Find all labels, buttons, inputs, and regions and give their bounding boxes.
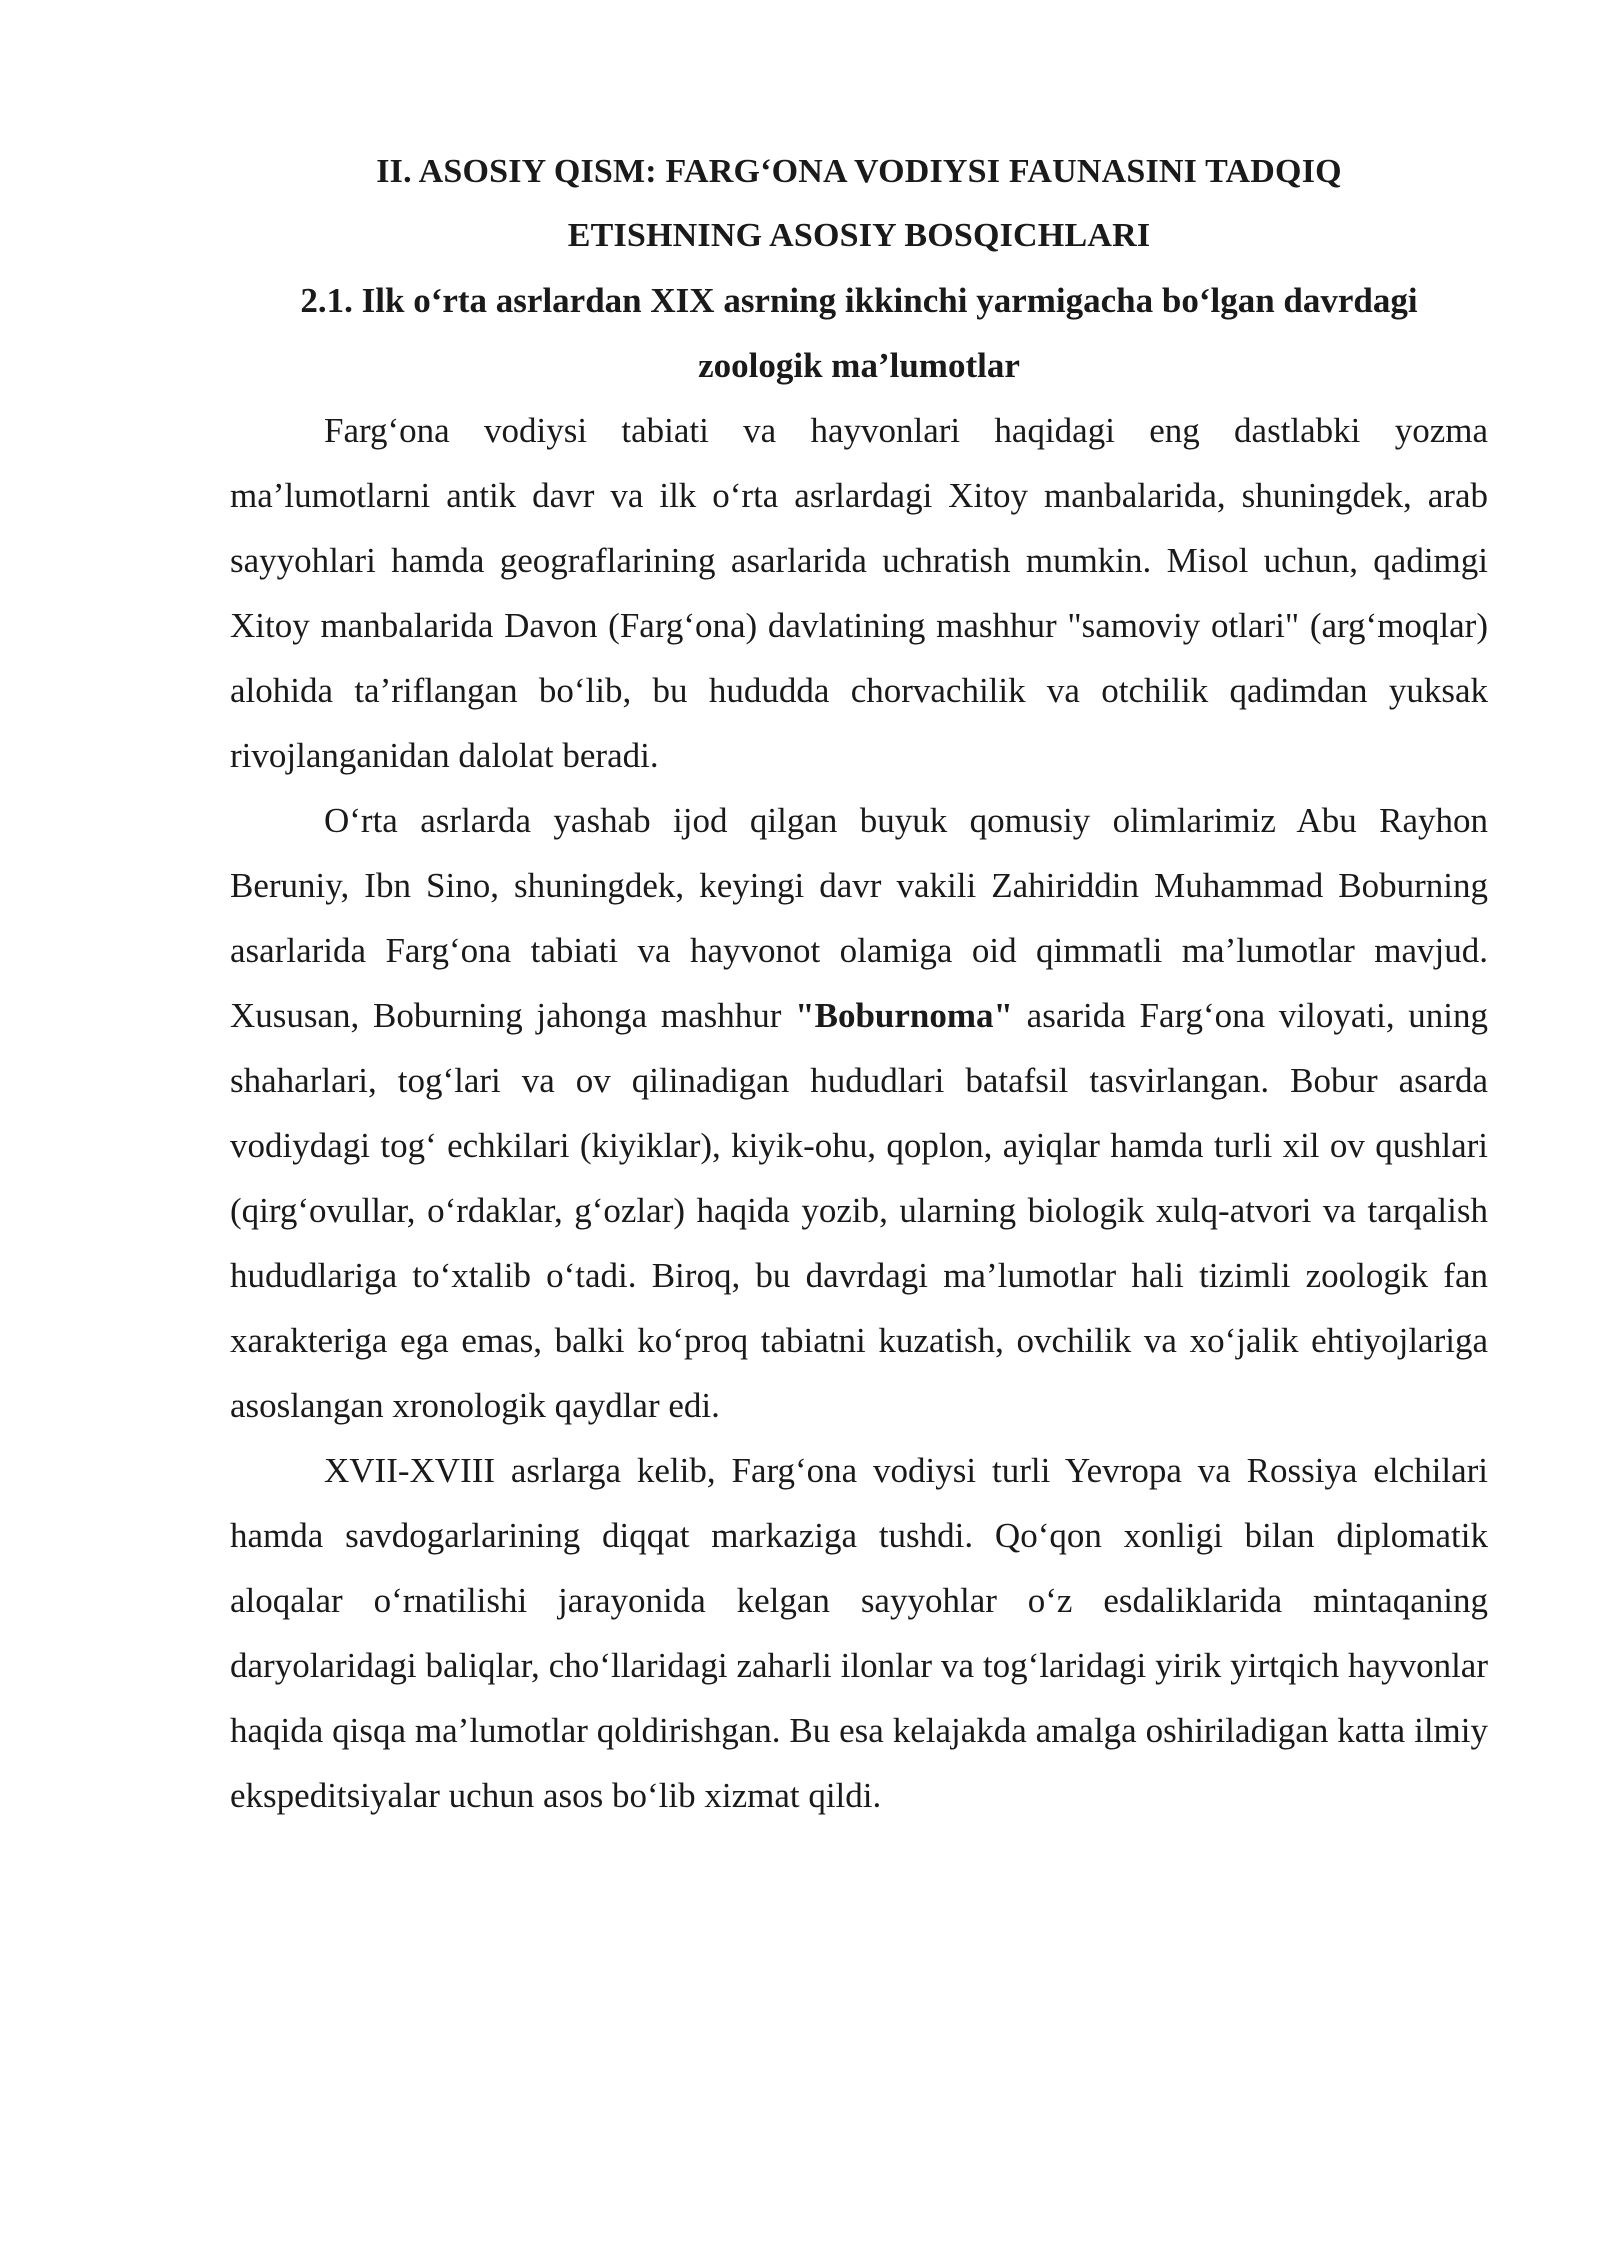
- section-heading-line-2: ETISHNING ASOSIY BOSQICHLARI: [567, 217, 1151, 254]
- section-heading: [230, 140, 1488, 268]
- boburnoma-title: "Boburnoma": [795, 996, 1013, 1035]
- document-page: [230, 140, 1488, 1828]
- paragraph-1: Farg‘ona vodiysi tabiati va hayvonlari haqidagi eng dastlabki yozma ma’lumotlarni antik davr va ilk o‘rta asrlardagi Xitoy manbalarida, shuningdek, arab sayyohlari hamda geograflarining asarlarida uchratish mumkin. Misol uchun, qadimgi Xitoy manbalarida Davon (Farg‘ona) davlatining mashhur "samoviy otlari" (arg‘moqlar) alohida ta’riflangan bo‘lib, bu hududda chorvachilik va otchilik qadimdan yuksak rivojlanganidan dalolat beradi.: [230, 411, 1488, 775]
- paragraph-3: XVII-XVIII asrlarga kelib, Farg‘ona vodiysi turli Yevropa va Rossiya elchilari hamda savdogarlarining diqqat markaziga tushdi. Qo‘qon xonligi bilan diplomatik aloqalar o‘rnatilishi jarayonida kelgan sayyohlar o‘z esdaliklarida mintaqaning daryolaridagi baliqlar, cho‘llaridagi zaharli ilonlar va tog‘laridagi yirik yirtqich hayvonlar haqida qisqa ma’lumotlar qoldirishgan. Bu esa kelajakda amalga oshiriladigan katta ilmiy ekspeditsiyalar uchun asos bo‘lib xizmat qildi.: [230, 1451, 1488, 1815]
- paragraph-2-text-start: O‘rta asrlarda yashab ijod qilgan buyuk qomusiy olimlarimiz Abu Rayhon Beruniy, Ibn Sino, shuningdek, keyingi davr vakili Zahiriddin Muhammad Boburning asarlarida Farg‘ona tabiati va hayvonot olamiga oid qimmatli ma’lumotlar mavjud. Xususan, Boburning jahonga mashhur: [230, 801, 1488, 1035]
- paragraph-2-text-end: asarida Farg‘ona viloyati, uning shaharlari, tog‘lari va ov qilinadigan hududlari batafsil tasvirlangan. Bobur asarda vodiydagi tog‘ echkilari (kiyiklar), kiyik-ohu, qoplon, ayiqlar hamda turli xil ov qushlari (qirg‘ovullar, o‘rdaklar, g‘ozlar) haqida yozib, ularning biologik xulq-atvori va tarqalish hududlariga to‘xtalib o‘tadi. Biroq, bu davrdagi ma’lumotlar hali tizimli zoologik fan xarakteriga ega emas, balki ko‘proq tabiatni kuzatish, ovchilik va xo‘jalik ehtiyojlariga asoslangan xronologik qaydlar edi.: [230, 996, 1488, 1425]
- subsection-heading-line-2: zoologik ma’lumotlar: [698, 346, 1020, 385]
- subsection-heading-line-1: 2.1. Ilk o‘rta asrlardan XIX asrning ikkinchi yarmigacha bo‘lgan davrdagi: [300, 281, 1418, 320]
- section-heading-line-1: II. ASOSIY QISM: FARG‘ONA VODIYSI FAUNASINI TADQIQ: [376, 153, 1342, 190]
- subsection-heading: [230, 268, 1488, 398]
- paragraph-2: [230, 788, 1488, 1438]
